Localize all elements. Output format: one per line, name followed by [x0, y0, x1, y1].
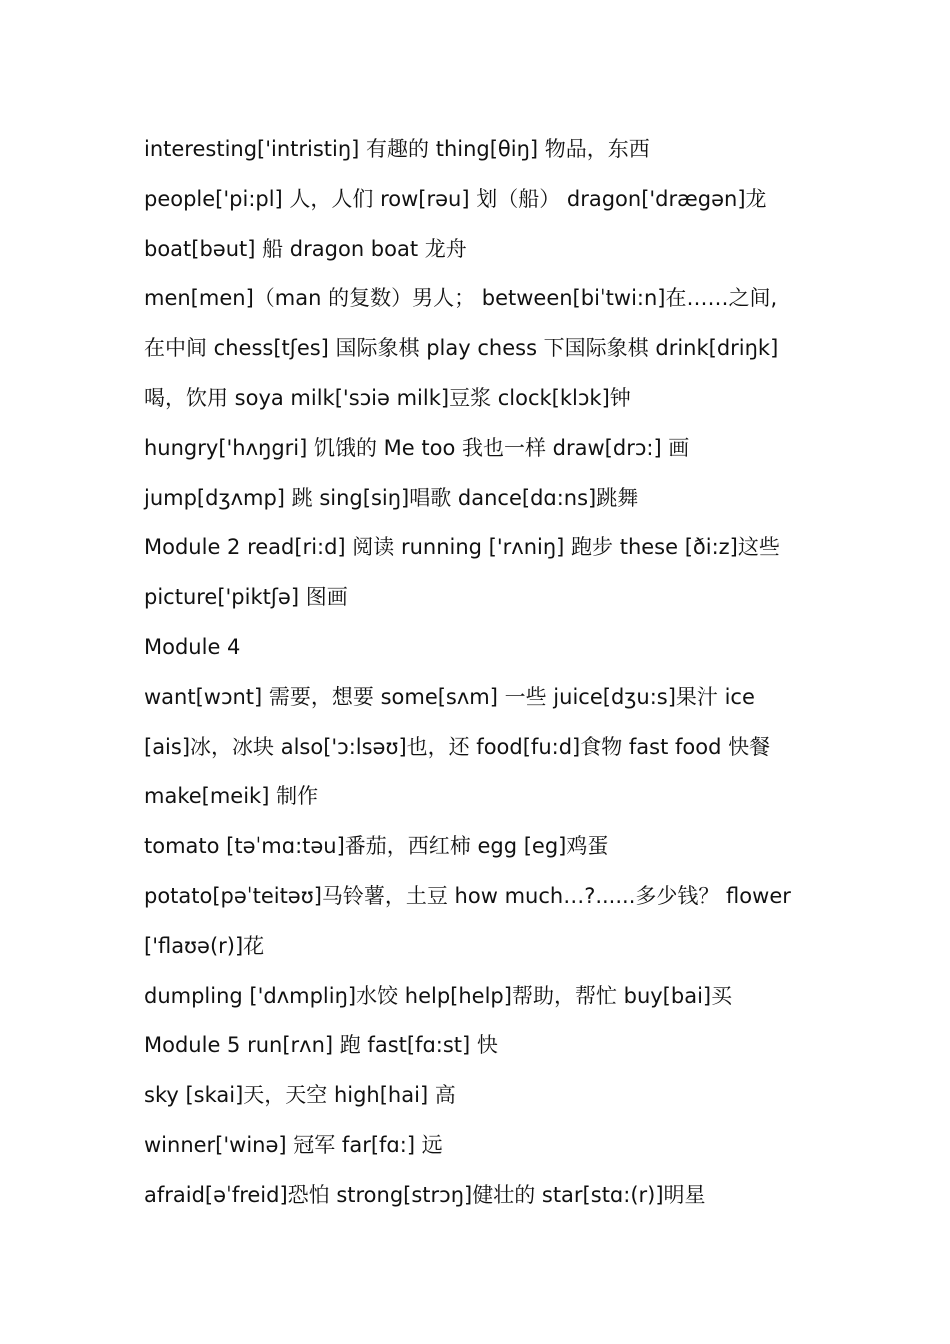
text-line: men[men]（man 的复数）男人； between[biˈtwi:n]在……之间,	[144, 286, 778, 311]
text-line: dumpling ['dʌmpliŋ]水饺 help[help]帮助，帮忙 buy[bai]买	[144, 983, 733, 1008]
text-line: 喝，饮用 soya milk['sɔiə milk]豆浆 clock[klɔk]钟	[144, 385, 631, 410]
text-line: tomato [təˈmɑ:təu]番茄，西红柿 egg [eg]鸡蛋	[144, 834, 609, 859]
text-line: Module 2 read[ri:d] 阅读 running ['rʌniŋ] 跑步 these [ði:z]这些	[144, 535, 780, 560]
text-line: hungry['hʌŋgri] 饥饿的 Me too 我也一样 draw[drɔ:] 画	[144, 435, 690, 460]
text-line: jump[dʒʌmp] 跳 sing[siŋ]唱歌 dance[dɑ:ns]跳舞	[144, 485, 639, 510]
text-line: interesting['intristiŋ] 有趣的 thing[θiŋ] 物品，东西	[144, 137, 650, 161]
text-line: afraid[əˈfreid]恐怕 strong[strɔŋ]健壮的 star[stɑ:(r)]明星	[144, 1182, 706, 1207]
text-line: people['pi:pl] 人，人们 row[rəu] 划（船） dragon['drægən]龙	[144, 186, 767, 211]
text-line: 在中间 chess[tʃes] 国际象棋 play chess 下国际象棋 drink[driŋk]	[144, 336, 779, 361]
module-heading: Module 4	[144, 634, 241, 659]
text-line: picture['piktʃə] 图画	[144, 585, 348, 610]
text-line: sky [skai]天，天空 high[hai] 高	[144, 1083, 456, 1108]
text-line: want[wɔnt] 需要，想要 some[sʌm] 一些 juice[dʒu:s]果汁 ice	[144, 684, 755, 709]
text-line: boat[bəut] 船 dragon boat 龙舟	[144, 236, 467, 261]
vocabulary-text-block	[144, 125, 824, 1221]
text-line: [ais]冰，冰块 also['ɔ:lsəʊ]也，还 food[fu:d]食物 fast food 快餐	[144, 734, 771, 759]
text-line: make[meik] 制作	[144, 784, 319, 809]
text-line: potato[pəˈteitəʊ]马铃薯，土豆 how much…?......多少钱？ flower	[144, 883, 791, 908]
text-line: winner['winə] 冠军 far[fɑ:] 远	[144, 1132, 443, 1157]
text-line: Module 5 run[rʌn] 跑 fast[fɑ:st] 快	[144, 1033, 498, 1058]
text-line: ['flaʊə(r)]花	[144, 933, 265, 958]
